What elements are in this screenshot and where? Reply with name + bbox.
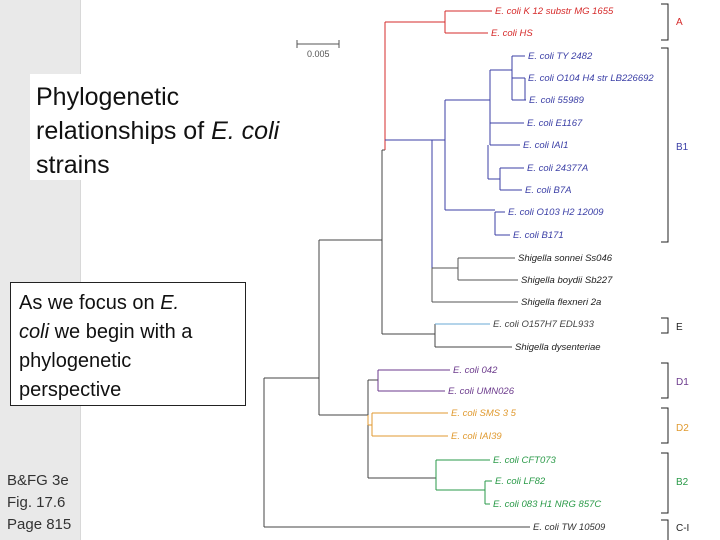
clade-d2-branches: [368, 413, 448, 436]
leaf-label: E. coli CFT073: [493, 455, 556, 466]
leaf-label: E. coli UMN026: [448, 386, 514, 397]
leaf-label: Shigella boydii Sb227: [521, 275, 613, 286]
desc-text-2: we begin with a: [49, 321, 193, 343]
leaf-label: E. coli 083 H1 NRG 857C: [493, 499, 602, 510]
clade-label-d1: D1: [676, 377, 689, 388]
leaf-label: E. coli HS: [491, 28, 533, 39]
clade-label-ci: C-I: [676, 523, 690, 534]
leaf-label: E. coli TY 2482: [528, 51, 593, 62]
ref-line-1: B&FG 3e: [7, 472, 69, 489]
leaf-label: E. coli O157H7 EDL933: [493, 319, 594, 330]
clade-label-a: A: [676, 17, 683, 28]
scale-bar-label: 0.005: [307, 49, 330, 59]
desc-italic-1: E.: [160, 292, 180, 314]
leaf-label: E. coli SMS 3 5: [451, 408, 516, 419]
clade-a-branches: [385, 11, 492, 150]
leaf-label: E. coli B7A: [525, 185, 572, 196]
leaf-label: Shigella sonnei Ss046: [518, 253, 613, 264]
title-ecoli: E. coli: [211, 117, 280, 145]
leaf-label: E. coli 042: [453, 365, 498, 376]
clade-label-e: E: [676, 322, 683, 333]
clade-b1-branches: [385, 56, 526, 268]
clade-label-b1: B1: [676, 142, 689, 153]
shigella-branches: [432, 258, 518, 302]
leaf-label: E. coli B171: [513, 230, 564, 241]
clade-label-b2: B2: [676, 477, 689, 488]
title-line-2-text: relationships of: [36, 117, 212, 145]
clade-b2-branches: [436, 460, 492, 504]
leaf-label: E. coli O103 H2 12009: [508, 207, 604, 218]
ref-line-2: Fig. 17.6: [7, 494, 66, 511]
leaf-label: Shigella flexneri 2a: [521, 297, 602, 308]
leaf-label: E. coli TW 10509: [533, 522, 606, 533]
leaf-label: E. coli 55989: [529, 95, 584, 106]
ref-line-3: Page 815: [7, 516, 72, 533]
tree-backbone: [264, 150, 530, 527]
leaf-label: E. coli E1167: [527, 118, 583, 129]
leaf-label: E. coli K 12 substr MG 1655: [495, 6, 614, 17]
leaf-label: E. coli LF82: [495, 476, 546, 487]
title-line-3: strains: [36, 151, 110, 179]
leaf-label: E. coli IAI39: [451, 431, 502, 442]
leaf-label: Shigella dysenteriae: [515, 342, 601, 353]
title-line-1: Phylogenetic: [36, 83, 180, 111]
desc-text-1: As we focus on: [19, 292, 161, 314]
desc-line-4: perspective: [19, 379, 122, 401]
clade-brackets: [661, 4, 668, 540]
desc-italic-2: coli: [19, 321, 50, 343]
clade-d1-branches: [378, 370, 450, 391]
clade-label-d2: D2: [676, 423, 689, 434]
leaf-label: E. coli IAI1: [523, 140, 569, 151]
desc-line-3: phylogenetic: [19, 350, 132, 372]
leaf-label: E. coli O104 H4 str LB226692: [528, 73, 654, 84]
scale-bar: [297, 40, 339, 48]
leaf-label: E. coli 24377A: [527, 163, 589, 174]
